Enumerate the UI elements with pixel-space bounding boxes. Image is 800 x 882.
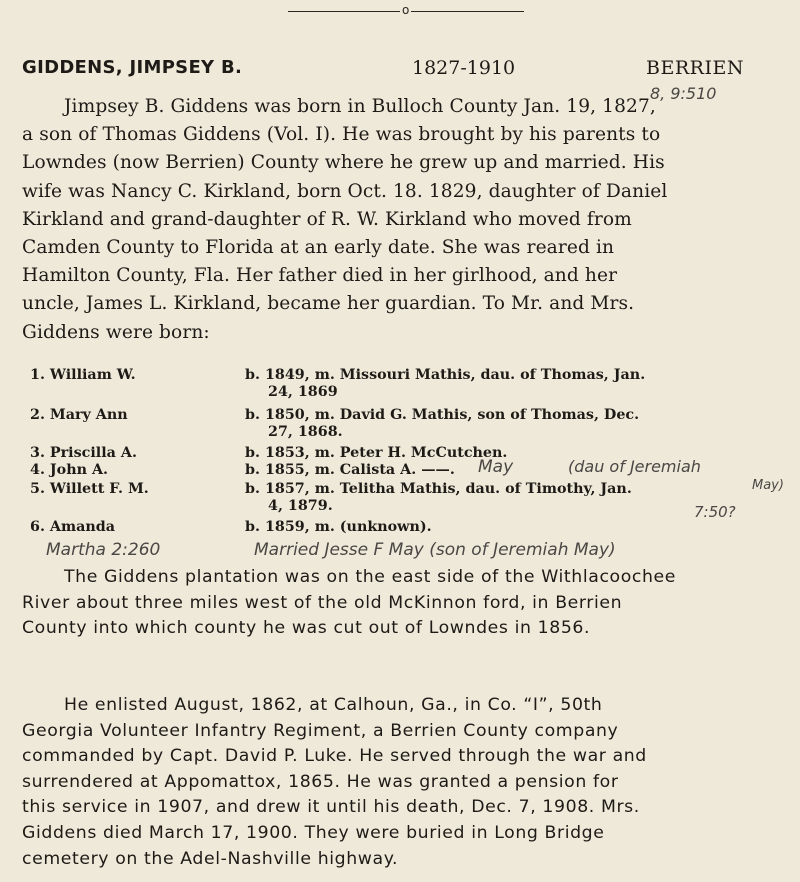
child-detail: b. 1855, m. Calista A. ——.	[245, 462, 455, 478]
child-name: 1. William W.	[30, 367, 136, 383]
text-line: Camden County to Florida at an early date. She was reared in	[22, 237, 615, 259]
handwritten-note-top: 8, 9:510	[650, 84, 717, 103]
military-paragraph	[22, 693, 762, 872]
child-name: 5. Willett F. M.	[30, 481, 149, 497]
handwritten-martha: Martha 2:260	[46, 540, 161, 560]
child-name: 3. Priscilla A.	[30, 445, 137, 461]
text-line: a son of Thomas Giddens (Vol. I). He was brought by his parents to	[22, 124, 661, 146]
child-name: 4. John A.	[30, 462, 109, 478]
child-name: 6. Amanda	[30, 519, 116, 535]
text-line: cemetery on the Adel-Nashville highway.	[22, 848, 399, 869]
text-line: Kirkland and grand-daughter of R. W. Kirkland who moved from	[22, 208, 632, 230]
handwritten-time-note: 7:50?	[694, 503, 736, 521]
plantation-paragraph	[22, 565, 762, 642]
handwritten-may-right: May)	[752, 478, 784, 493]
child-detail: b. 1859, m. (unknown).	[245, 519, 432, 535]
child-detail: b. 1857, m. Telitha Mathis, dau. of Timothy, Jan.	[245, 481, 632, 497]
text-line: Georgia Volunteer Infantry Regiment, a Berrien County company	[22, 720, 619, 741]
text-line: uncle, James L. Kirkland, became her guardian. To Mr. and Mrs.	[22, 293, 635, 315]
child-detail-cont: 4, 1879.	[268, 498, 333, 514]
entry-county: BERRIEN	[646, 57, 744, 79]
entry-years: 1827-1910	[412, 57, 516, 79]
entry-name: GIDDENS, JIMPSEY B.	[22, 57, 243, 78]
text-line: Giddens were born:	[22, 321, 210, 343]
handwritten-married-note: Married Jesse F May (son of Jeremiah May)	[254, 540, 616, 560]
handwritten-dau-note: (dau of Jeremiah	[568, 457, 701, 476]
text-line: Giddens died March 17, 1900. They were buried in Long Bridge	[22, 822, 605, 843]
text-line: Jimpsey B. Giddens was born in Bulloch County Jan. 19, 1827,	[64, 96, 656, 117]
text-line: commanded by Capt. David P. Luke. He served through the war and	[22, 746, 647, 767]
text-line: County into which county he was cut out of Lowndes in 1856.	[22, 618, 591, 639]
text-line: wife was Nancy C. Kirkland, born Oct. 18. 1829, daughter of Daniel	[22, 180, 668, 202]
text-line: Hamilton County, Fla. Her father died in her girlhood, and her	[22, 265, 618, 287]
text-line: surrendered at Appomattox, 1865. He was granted a pension for	[22, 771, 619, 792]
text-line: River about three miles west of the old McKinnon ford, in Berrien	[22, 592, 623, 613]
text-line: He enlisted August, 1862, at Calhoun, Ga., in Co. “I”, 50th	[64, 695, 603, 715]
text-line: Lowndes (now Berrien) County where he grew up and married. His	[22, 152, 665, 174]
child-detail-cont: 24, 1869	[268, 384, 338, 400]
child-detail-cont: 27, 1868.	[268, 424, 343, 440]
child-detail: b. 1849, m. Missouri Mathis, dau. of Thomas, Jan.	[245, 367, 646, 383]
rule-ornament: o	[402, 3, 410, 17]
biography-paragraph	[22, 93, 752, 347]
text-line: this service in 1907, and drew it until his death, Dec. 7, 1908. Mrs.	[22, 797, 640, 818]
handwritten-may: May	[478, 457, 514, 477]
child-detail: b. 1853, m. Peter H. McCutchen.	[245, 445, 508, 461]
child-name: 2. Mary Ann	[30, 407, 128, 423]
entry-header	[22, 57, 744, 83]
child-detail: b. 1850, m. David G. Mathis, son of Thomas, Dec.	[245, 407, 640, 423]
text-line: The Giddens plantation was on the east side of the Withlacoochee	[64, 567, 677, 587]
